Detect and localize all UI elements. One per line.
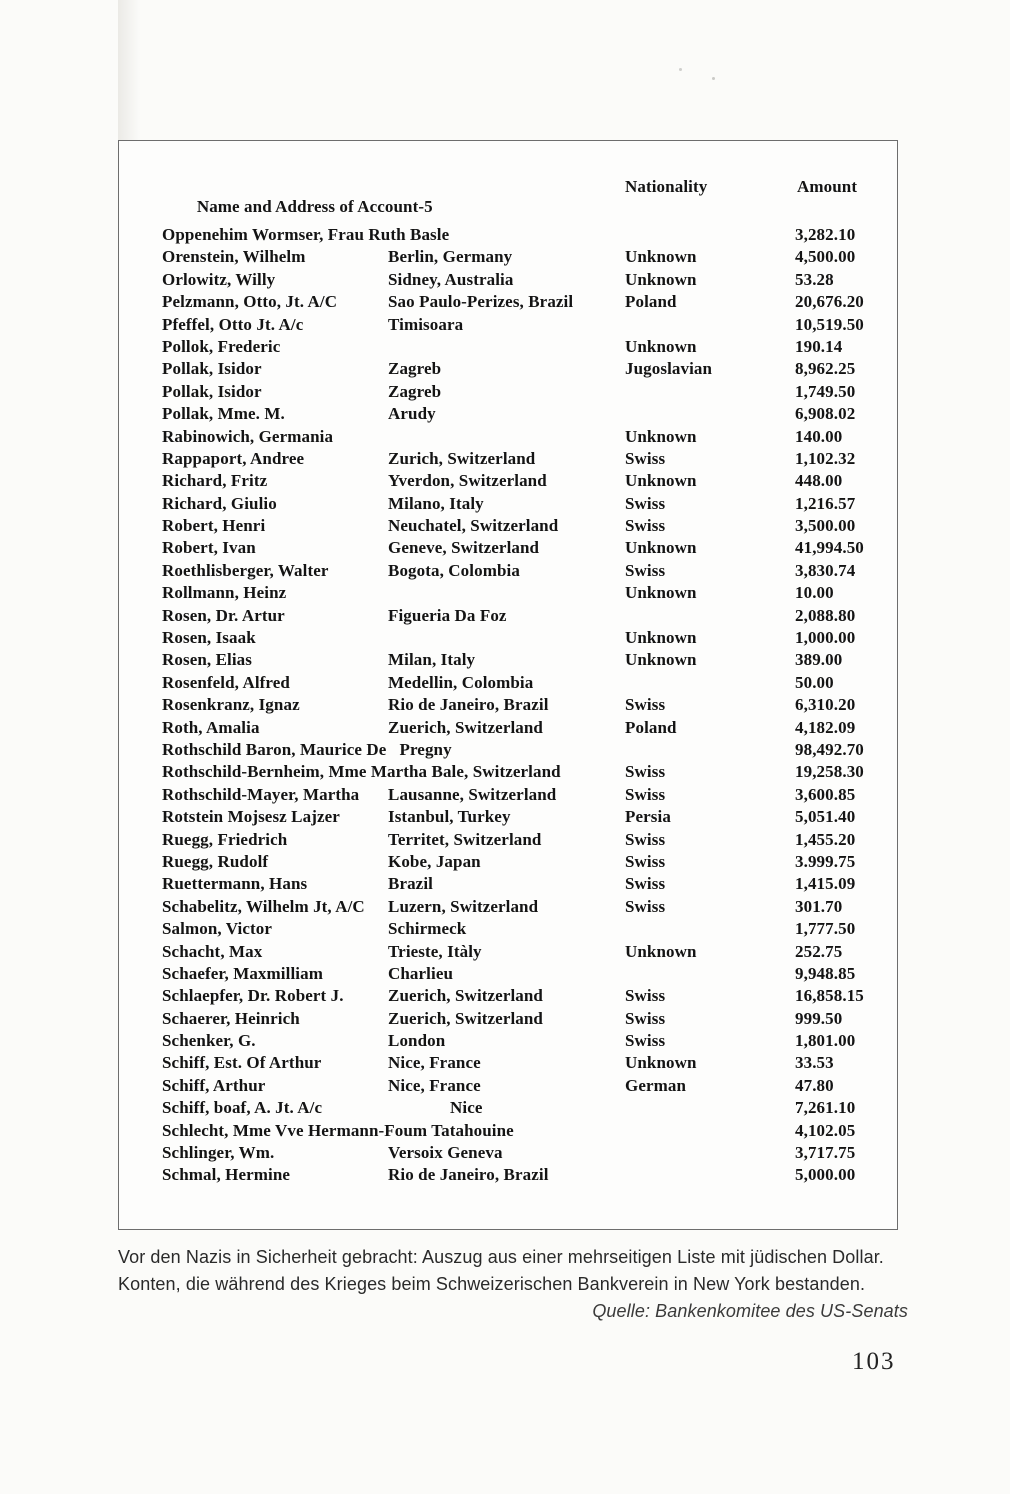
account-amount: 252.75 <box>795 941 843 961</box>
account-nationality: Swiss <box>625 784 666 804</box>
account-name: Schaefer, Maxmilliam <box>162 963 323 983</box>
account-address: Rio de Janeiro, Brazil <box>388 1165 549 1185</box>
account-amount: 1,749.50 <box>795 381 856 401</box>
table-row <box>162 224 897 246</box>
table-row <box>162 941 897 963</box>
table-row <box>162 448 897 470</box>
table-row <box>162 605 897 627</box>
account-nationality: Swiss <box>625 851 666 871</box>
account-name: Salmon, Victor <box>162 919 273 939</box>
account-amount: 41,994.50 <box>795 538 864 558</box>
account-address: Charlieu <box>388 963 454 983</box>
account-name: Robert, Ivan <box>162 538 256 558</box>
account-address: Istanbul, Turkey <box>388 807 511 827</box>
account-name: Richard, Fritz <box>162 471 268 491</box>
account-amount: 16,858.15 <box>795 986 864 1006</box>
account-address: Sao Paulo-Perizes, Brazil <box>388 292 574 312</box>
account-name: Rothschild-Mayer, Martha <box>162 784 360 804</box>
account-amount: 8,962.25 <box>795 359 856 379</box>
account-name: Schlecht, Mme Vve Hermann-Foum Tatahouine <box>162 1120 514 1140</box>
account-address: Nice <box>450 1098 483 1118</box>
account-amount: 1,455.20 <box>795 829 856 849</box>
account-nationality: Unknown <box>625 471 697 491</box>
account-name: Rosenfeld, Alfred <box>162 672 290 692</box>
scan-artifact-dot <box>679 68 682 71</box>
account-nationality: Unknown <box>625 269 697 289</box>
table-row <box>162 537 897 559</box>
table-row <box>162 560 897 582</box>
table-row <box>162 739 897 761</box>
account-address: Trieste, Itàly <box>388 941 482 961</box>
account-name: Roth, Amalia <box>162 717 260 737</box>
account-address: Lausanne, Switzerland <box>388 784 557 804</box>
account-address: Nice, France <box>388 1053 481 1073</box>
account-amount: 4,500.00 <box>795 247 856 267</box>
caption-source: Quelle: Bankenkomitee des US-Senats <box>592 1301 908 1321</box>
account-amount: 5,051.40 <box>795 807 856 827</box>
caption-line-1: Vor den Nazis in Sicherheit gebracht: Auszug aus einer mehrseitigen Liste mit jüdischen Dollar. <box>118 1247 884 1267</box>
table-row <box>162 985 897 1007</box>
account-table-body <box>162 224 897 1187</box>
table-row <box>162 717 897 739</box>
account-nationality: Swiss <box>625 516 666 536</box>
table-row <box>162 336 897 358</box>
scan-artifact-dot <box>712 77 715 80</box>
account-nationality: Unknown <box>625 426 697 446</box>
table-row <box>162 291 897 313</box>
account-nationality: Unknown <box>625 583 697 603</box>
account-name: Roethlisberger, Walter <box>162 560 329 580</box>
account-amount: 7,261.10 <box>795 1098 856 1118</box>
account-address: Nice, France <box>388 1075 481 1095</box>
table-row <box>162 627 897 649</box>
account-nationality: Jugoslavian <box>625 359 713 379</box>
account-amount: 10.00 <box>795 583 834 603</box>
account-nationality: Swiss <box>625 762 666 782</box>
account-name: Rappaport, Andree <box>162 448 305 468</box>
account-nationality: Swiss <box>625 448 666 468</box>
table-row <box>162 246 897 268</box>
account-list-scan <box>118 140 898 1230</box>
table-row <box>162 806 897 828</box>
account-nationality: Unknown <box>625 941 697 961</box>
account-nationality: Unknown <box>625 247 697 267</box>
caption-line-2: Konten, die während des Krieges beim Schweizerischen Bankverein in New York bestanden. <box>118 1274 866 1294</box>
account-name: Orenstein, Wilhelm <box>162 247 306 267</box>
account-name: Pollak, Isidor <box>162 381 262 401</box>
account-amount: 448.00 <box>795 471 843 491</box>
account-amount: 6,310.20 <box>795 695 856 715</box>
account-nationality: Unknown <box>625 1053 697 1073</box>
account-address: Territet, Switzerland <box>388 829 542 849</box>
account-address: Arudy <box>388 404 436 424</box>
account-amount: 301.70 <box>795 896 843 916</box>
account-nationality: Persia <box>625 807 671 827</box>
account-nationality: Swiss <box>625 1031 666 1051</box>
table-row <box>162 1097 897 1119</box>
table-row <box>162 582 897 604</box>
account-name: Schiff, boaf, A. Jt. A/c <box>162 1098 323 1118</box>
account-address: Brazil <box>388 874 433 894</box>
page-number: 103 <box>852 1348 896 1375</box>
account-nationality: Poland <box>625 717 677 737</box>
account-amount: 140.00 <box>795 426 843 446</box>
account-amount: 19,258.30 <box>795 762 864 782</box>
account-address: Zuerich, Switzerland <box>388 986 543 1006</box>
account-amount: 3,600.85 <box>795 784 856 804</box>
account-amount: 3,500.00 <box>795 516 856 536</box>
account-name: Ruegg, Friedrich <box>162 829 288 849</box>
account-name: Pfeffel, Otto Jt. A/c <box>162 314 304 334</box>
account-amount: 9,948.85 <box>795 963 856 983</box>
account-nationality: Swiss <box>625 493 666 513</box>
account-address: Zagreb <box>388 381 442 401</box>
account-name: Rosenkranz, Ignaz <box>162 695 300 715</box>
table-row <box>162 358 897 380</box>
account-name: Schacht, Max <box>162 941 263 961</box>
table-row <box>162 515 897 537</box>
account-address: Rio de Janeiro, Brazil <box>388 695 549 715</box>
account-name: Robert, Henri <box>162 516 266 536</box>
account-amount: 10,519.50 <box>795 314 864 334</box>
account-address: Zagreb <box>388 359 442 379</box>
table-row <box>162 649 897 671</box>
account-address: Milan, Italy <box>388 650 476 670</box>
account-name: Pollok, Frederic <box>162 336 281 356</box>
account-address: Sidney, Australia <box>388 269 514 289</box>
account-address: Bale, Switzerland <box>431 762 561 782</box>
account-nationality: Unknown <box>625 650 697 670</box>
account-address: Timisoara <box>388 314 464 334</box>
account-name: Schaerer, Heinrich <box>162 1008 300 1028</box>
account-amount: 190.14 <box>795 336 843 356</box>
table-row <box>162 1120 897 1142</box>
account-name: Ruettermann, Hans <box>162 874 308 894</box>
account-amount: 3,830.74 <box>795 560 856 580</box>
account-name: Schlinger, Wm. <box>162 1143 275 1163</box>
account-name: Oppenehim Wormser, Frau Ruth Basle <box>162 225 450 244</box>
figure-caption <box>118 1244 908 1325</box>
account-address: Medellin, Colombia <box>388 672 534 692</box>
account-amount: 1,102.32 <box>795 448 856 468</box>
account-nationality: Swiss <box>625 896 666 916</box>
table-row <box>162 314 897 336</box>
account-amount: 98,492.70 <box>795 739 864 759</box>
account-amount: 33.53 <box>795 1053 834 1073</box>
account-amount: 4,182.09 <box>795 717 856 737</box>
account-amount: 1,000.00 <box>795 628 856 648</box>
account-address: Geneve, Switzerland <box>388 538 540 558</box>
account-amount: 999.50 <box>795 1008 843 1028</box>
account-address: Schirmeck <box>388 919 467 939</box>
account-name: Orlowitz, Willy <box>162 269 276 289</box>
account-nationality: Unknown <box>625 628 697 648</box>
table-row <box>162 426 897 448</box>
table-header-row <box>162 177 897 216</box>
table-row <box>162 493 897 515</box>
account-amount: 389.00 <box>795 650 843 670</box>
table-row <box>162 851 897 873</box>
account-name: Schlaepfer, Dr. Robert J. <box>162 986 344 1006</box>
table-row <box>162 963 897 985</box>
header-nationality: Nationality <box>625 177 708 196</box>
account-amount: 6,908.02 <box>795 404 856 424</box>
account-name: Ruegg, Rudolf <box>162 851 269 871</box>
table-row <box>162 381 897 403</box>
account-name: Pelzmann, Otto, Jt. A/C <box>162 292 338 312</box>
account-address: Zuerich, Switzerland <box>388 717 543 737</box>
account-name: Rothschild Baron, Maurice De <box>162 739 400 759</box>
table-row <box>162 1052 897 1074</box>
account-nationality: Swiss <box>625 874 666 894</box>
account-name: Rosen, Dr. Artur <box>162 605 285 625</box>
account-amount: 2,088.80 <box>795 605 856 625</box>
account-amount: 53.28 <box>795 269 834 289</box>
account-amount: 4,102.05 <box>795 1120 856 1140</box>
account-nationality: Unknown <box>625 336 697 356</box>
account-name: Rothschild-Bernheim, Mme Martha <box>162 762 432 782</box>
account-amount: 1,777.50 <box>795 919 856 939</box>
account-address: Zurich, Switzerland <box>388 448 536 468</box>
account-nationality: Poland <box>625 292 677 312</box>
account-nationality: Swiss <box>625 695 666 715</box>
table-row <box>162 761 897 783</box>
account-name: Schmal, Hermine <box>162 1165 291 1185</box>
table-row <box>162 672 897 694</box>
account-amount: 47.80 <box>795 1075 834 1095</box>
table-row <box>162 470 897 492</box>
table-row <box>162 403 897 425</box>
account-address: Kobe, Japan <box>388 851 481 871</box>
account-name: Rotstein Mojsesz Lajzer <box>162 807 340 827</box>
account-address: Neuchatel, Switzerland <box>388 516 559 536</box>
account-address: London <box>388 1031 446 1051</box>
account-amount: 5,000.00 <box>795 1165 856 1185</box>
account-amount: 3,282.10 <box>795 225 856 244</box>
scan-edge-shading <box>118 0 144 140</box>
table-row <box>162 1142 897 1164</box>
table-row <box>162 1164 897 1186</box>
account-address: Figueria Da Foz <box>388 605 507 625</box>
table-row <box>162 694 897 716</box>
account-nationality: Swiss <box>625 560 666 580</box>
account-name: Rosen, Elias <box>162 650 252 670</box>
table-row <box>162 873 897 895</box>
account-nationality: Swiss <box>625 1008 666 1028</box>
account-amount: 3,717.75 <box>795 1143 856 1163</box>
account-address: Zuerich, Switzerland <box>388 1008 543 1028</box>
account-name: Pollak, Isidor <box>162 359 262 379</box>
table-row <box>162 269 897 291</box>
account-address: Pregny <box>399 739 452 759</box>
header-amount: Amount <box>797 177 858 196</box>
account-name: Schabelitz, Wilhelm Jt, A/C <box>162 896 365 916</box>
account-nationality: German <box>625 1075 687 1095</box>
table-row <box>162 896 897 918</box>
account-address: Milano, Italy <box>388 493 484 513</box>
header-name-address: Name and Address of Account-5 <box>196 197 433 216</box>
account-amount: 1,415.09 <box>795 874 856 894</box>
account-address: Berlin, Germany <box>388 247 513 267</box>
account-table <box>119 141 897 1187</box>
account-name: Rabinowich, Germania <box>162 426 334 446</box>
table-row <box>162 1008 897 1030</box>
account-name: Rollmann, Heinz <box>162 583 287 603</box>
account-name: Schenker, G. <box>162 1031 256 1051</box>
table-row <box>162 918 897 940</box>
account-amount: 1,216.57 <box>795 493 856 513</box>
account-amount: 50.00 <box>795 672 834 692</box>
account-amount: 3.999.75 <box>795 851 856 871</box>
table-row <box>162 829 897 851</box>
account-address: Yverdon, Switzerland <box>388 471 547 491</box>
account-nationality: Swiss <box>625 986 666 1006</box>
account-address: Bogota, Colombia <box>388 560 520 580</box>
account-nationality: Unknown <box>625 538 697 558</box>
account-name: Pollak, Mme. M. <box>162 404 285 424</box>
account-name: Schiff, Est. Of Arthur <box>162 1053 322 1073</box>
account-address: Versoix Geneva <box>388 1143 503 1163</box>
table-row <box>162 1030 897 1052</box>
account-name: Schiff, Arthur <box>162 1075 266 1095</box>
account-address: Luzern, Switzerland <box>388 896 539 916</box>
account-nationality: Swiss <box>625 829 666 849</box>
account-name: Rosen, Isaak <box>162 628 256 648</box>
account-name: Richard, Giulio <box>162 493 277 513</box>
table-row <box>162 1075 897 1097</box>
table-row <box>162 784 897 806</box>
account-amount: 20,676.20 <box>795 292 864 312</box>
account-amount: 1,801.00 <box>795 1031 856 1051</box>
